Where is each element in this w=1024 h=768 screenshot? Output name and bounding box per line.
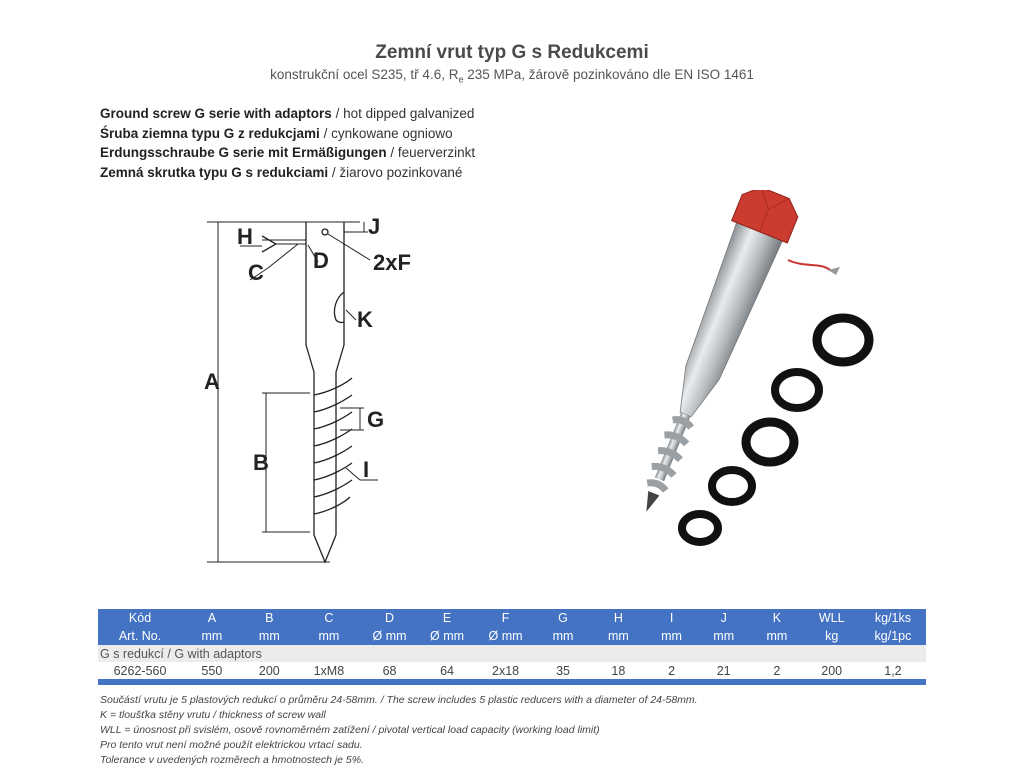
col-unit: Ø mm (476, 627, 536, 645)
col-header: A (182, 609, 242, 627)
table-cell: 68 (382, 663, 397, 678)
col-unit: kg/1pc (860, 627, 926, 645)
table-cell: 6262-560 (113, 663, 167, 678)
table-cell: 2x18 (492, 663, 520, 678)
table-bottom-bar (98, 679, 926, 685)
table-header-row-1 (98, 609, 926, 627)
col-header: J (697, 609, 750, 627)
table-cell: 2 (668, 663, 676, 678)
col-unit: mm (297, 627, 361, 645)
col-header: F (476, 609, 536, 627)
col-unit: mm (242, 627, 297, 645)
table-cell: 18 (611, 663, 626, 678)
col-header: D (361, 609, 418, 627)
spec-table (98, 609, 926, 685)
footnote: K = tloušťka stěny vrutu / thickness of screw wall (100, 709, 326, 721)
product-photo (560, 190, 890, 560)
col-header: kg/1ks (860, 609, 926, 627)
table-cell: 21 (716, 663, 731, 678)
table-cell: 2 (773, 663, 781, 678)
dim-label-j: J (368, 214, 381, 239)
table-cell: 1xM8 (313, 663, 345, 678)
footnote: Součástí vrutu je 5 plastových redukcí o průměru 24-58mm. / The screw includes 5 plastic reducers with a diameter of 24-58mm. (100, 694, 698, 706)
footnote: WLL = únosnost při svislém, osově rovnoměrném zatížení / pivotal vertical load capacity (working load limit) (100, 724, 600, 736)
dim-label-c: C (248, 260, 264, 285)
name-line-en: Ground screw G serie with adaptors / hot dipped galvanized (100, 106, 475, 121)
dim-label-g: G (367, 407, 385, 432)
page-title: Zemní vrut typ G s Redukcemi (375, 42, 649, 63)
name-line-sk: Zemná skrutka typu G s redukciami / žiarovo pozinkované (100, 164, 463, 180)
dim-label-f: 2xF (373, 250, 411, 275)
col-unit: Art. No. (98, 627, 182, 645)
col-header: E (418, 609, 475, 627)
col-unit: kg (804, 627, 860, 645)
col-unit: mm (750, 627, 803, 645)
table-cell: 35 (556, 663, 570, 678)
col-unit: mm (535, 627, 590, 645)
col-unit: mm (646, 627, 697, 645)
col-header: K (750, 609, 803, 627)
col-unit: mm (697, 627, 750, 645)
col-header: G (535, 609, 590, 627)
dim-label-d: D (313, 248, 329, 273)
table-cell: 64 (440, 663, 454, 678)
col-unit: mm (591, 627, 646, 645)
dim-label-a: A (204, 369, 220, 394)
dim-label-b: B (253, 450, 269, 475)
table-cell: 550 (201, 663, 223, 678)
group-label: G s redukcí / G with adaptors (98, 645, 926, 662)
col-unit: Ø mm (418, 627, 475, 645)
name-line-de: Erdungsschraube G serie mit Ermäßigungen / feuerverzinkt (100, 145, 476, 160)
col-header: WLL (804, 609, 860, 627)
col-header: I (646, 609, 697, 627)
col-unit: Ø mm (361, 627, 418, 645)
col-header: C (297, 609, 361, 627)
footnotes (100, 693, 698, 768)
col-header: H (591, 609, 646, 627)
material-subtitle: konstrukční ocel S235, tř 4.6, $R_e$ 235 MPa, žárově pozinkováno dle EN ISO 1461 (270, 67, 754, 85)
name-line-pl: Śruba ziemna typu G z redukcjami / cynkowane ogniowo (100, 125, 453, 141)
col-header: B (242, 609, 297, 627)
table-cell: 200 (821, 663, 843, 678)
table-cell: 200 (258, 663, 280, 678)
table-group-row (98, 645, 926, 662)
dim-label-i: I (363, 457, 370, 482)
footnote: Tolerance v uvedených rozměrech a hmotnostech je 5%. (100, 754, 365, 766)
footnote: Pro tento vrut není možné použít elektrickou vrtací sadu. (100, 739, 363, 751)
dim-label-h: H (237, 224, 253, 249)
dim-label-k: K (357, 307, 373, 332)
table-row (98, 662, 926, 679)
col-header: Kód (98, 609, 182, 627)
table-header-row-2 (98, 627, 926, 645)
col-unit: mm (182, 627, 242, 645)
table-cell: 1,2 (884, 663, 902, 678)
